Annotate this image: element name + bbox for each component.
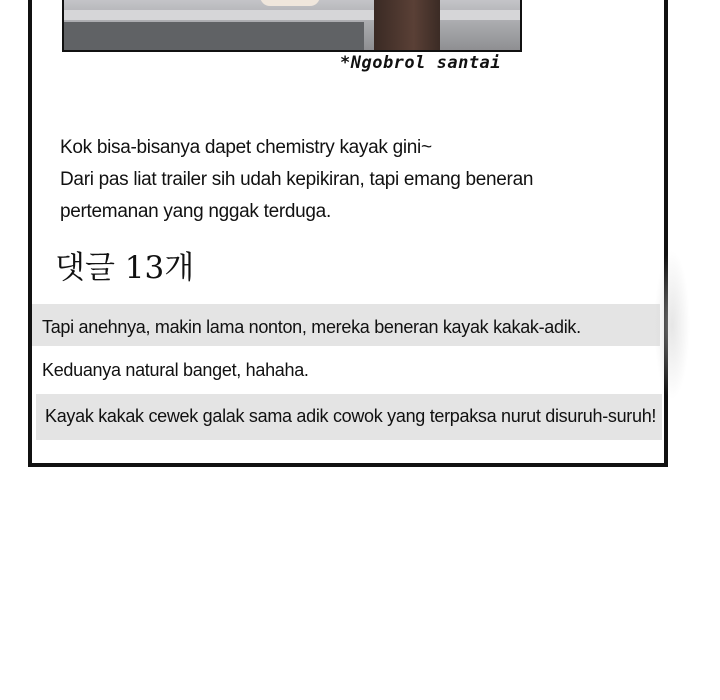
comment-item: Tapi anehnya, makin lama nonton, mereka beneran kayak kakak-adik. <box>32 304 660 346</box>
scene-shelf <box>64 10 520 20</box>
scene-image <box>62 0 522 52</box>
comment-item: Keduanya natural banget, hahaha. <box>32 350 660 388</box>
scene-door <box>374 0 440 50</box>
scene-figure <box>260 0 320 6</box>
comment-item: Kayak kakak cewek galak sama adik cowok yang terpaksa nurut disuruh-suruh! <box>36 394 662 440</box>
comment-count: 댓글 13개 <box>55 250 195 286</box>
narration-line: Dari pas liat trailer sih udah kepikiran, tapi emang beneran <box>60 169 534 190</box>
narration-line: pertemanan yang nggak terduga. <box>60 201 331 222</box>
paper-texture <box>654 250 690 400</box>
scene-table <box>64 22 364 50</box>
narration-line: Kok bisa-bisanya dapet chemistry kayak gini~ <box>60 137 432 158</box>
narration-text <box>60 132 620 228</box>
image-caption: *Ngobrol santai <box>340 53 502 73</box>
